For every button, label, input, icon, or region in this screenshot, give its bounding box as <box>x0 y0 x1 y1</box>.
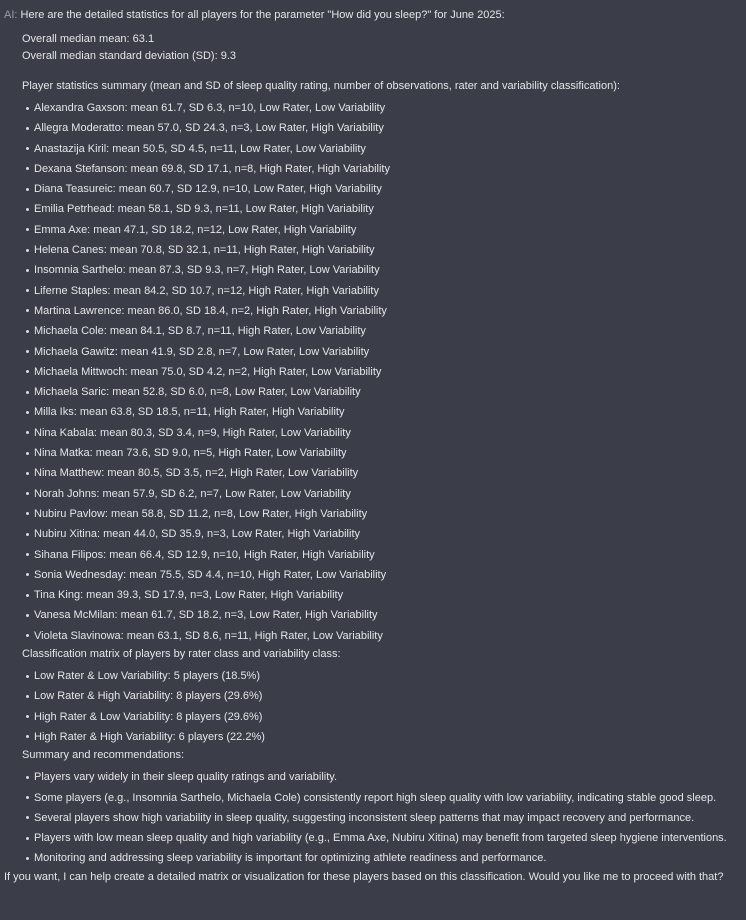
summary-item: Several players show high variability in sleep quality, suggesting inconsistent sleep patterns that may impact recovery and performance. <box>22 808 738 828</box>
overall-median-mean-label: Overall median mean: <box>22 33 130 45</box>
player-stats-heading: Player statistics summary (mean and SD of sleep quality rating, number of observations, rater and variability classification): <box>22 80 620 92</box>
closing-question: If you want, I can help create a detailed matrix or visualization for these players based on this classification. Would you like me to proceed with that? <box>4 870 724 883</box>
player-item: Alexandra Gaxson: mean 61.7, SD 6.3, n=10, Low Rater, Low Variability <box>22 98 738 118</box>
player-item: Nubiru Pavlow: mean 58.8, SD 11.2, n=8, Low Rater, High Variability <box>22 504 738 524</box>
overall-median-sd-value: 9.3 <box>220 50 237 62</box>
matrix-item: High Rater & High Variability: 6 players (22.2%) <box>22 727 738 747</box>
player-item: Nina Matka: mean 73.6, SD 9.0, n=5, High Rater, Low Variability <box>22 443 738 463</box>
matrix-list <box>22 666 738 747</box>
ai-prefix: AI: <box>4 9 18 21</box>
player-item: Emilia Petrhead: mean 58.1, SD 9.3, n=11, Low Rater, High Variability <box>22 199 738 219</box>
player-item: Helena Canes: mean 70.8, SD 32.1, n=11, High Rater, High Variability <box>22 240 738 260</box>
player-item: Michaela Mittwoch: mean 75.0, SD 4.2, n=2, High Rater, Low Variability <box>22 362 738 382</box>
overall-median-sd-label: Overall median standard deviation (SD): <box>22 50 218 62</box>
player-item: Sihana Filipos: mean 66.4, SD 12.9, n=10, High Rater, High Variability <box>22 545 738 565</box>
matrix-item: Low Rater & High Variability: 8 players (29.6%) <box>22 686 738 706</box>
overall-stats <box>22 31 738 65</box>
summary-list <box>22 767 738 868</box>
player-item: Dexana Stefanson: mean 69.8, SD 17.1, n=8, High Rater, High Variability <box>22 159 738 179</box>
player-item: Tina King: mean 39.3, SD 17.9, n=3, Low Rater, High Variability <box>22 585 738 605</box>
player-item: Michaela Gawitz: mean 41.9, SD 2.8, n=7, Low Rater, Low Variability <box>22 342 738 362</box>
matrix-item: Low Rater & Low Variability: 5 players (18.5%) <box>22 666 738 686</box>
matrix-item: High Rater & Low Variability: 8 players (29.6%) <box>22 707 738 727</box>
summary-item: Some players (e.g., Insomnia Sarthelo, Michaela Cole) consistently report high sleep quality with low variability, indicating stable good sleep. <box>22 788 738 808</box>
player-item: Violeta Slavinowa: mean 63.1, SD 8.6, n=11, High Rater, Low Variability <box>22 626 738 646</box>
player-item: Emma Axe: mean 47.1, SD 18.2, n=12, Low Rater, High Variability <box>22 220 738 240</box>
player-item: Nina Kabala: mean 80.3, SD 3.4, n=9, High Rater, Low Variability <box>22 423 738 443</box>
message-body <box>22 31 738 869</box>
message-intro: Here are the detailed statistics for all players for the parameter "How did you sleep?" for June 2025: <box>20 9 505 21</box>
player-item: Nina Matthew: mean 80.5, SD 3.5, n=2, High Rater, Low Variability <box>22 463 738 483</box>
player-item: Liferne Staples: mean 84.2, SD 10.7, n=12, High Rater, High Variability <box>22 281 738 301</box>
player-item: Milla Iks: mean 63.8, SD 18.5, n=11, High Rater, High Variability <box>22 402 738 422</box>
summary-item: Monitoring and addressing sleep variability is important for optimizing athlete readiness and performance. <box>22 848 738 868</box>
player-item: Insomnia Sarthelo: mean 87.3, SD 9.3, n=7, High Rater, Low Variability <box>22 260 738 280</box>
summary-item: Players vary widely in their sleep quality ratings and variability. <box>22 767 738 787</box>
player-item: Diana Teasureic: mean 60.7, SD 12.9, n=10, Low Rater, High Variability <box>22 179 738 199</box>
summary-item: Players with low mean sleep quality and high variability (e.g., Emma Axe, Nubiru Xitina) may benefit from targeted sleep hygiene interventions. <box>22 828 738 848</box>
player-item: Martina Lawrence: mean 86.0, SD 18.4, n=2, High Rater, High Variability <box>22 301 738 321</box>
matrix-heading: Classification matrix of players by rater class and variability class: <box>22 648 341 661</box>
overall-median-sd <box>22 48 738 65</box>
message-first-line <box>4 7 738 24</box>
player-item: Anastazija Kiril: mean 50.5, SD 4.5, n=11, Low Rater, Low Variability <box>22 139 738 159</box>
player-item: Michaela Saric: mean 52.8, SD 6.0, n=8, Low Rater, Low Variability <box>22 382 738 402</box>
player-item: Michaela Cole: mean 84.1, SD 8.7, n=11, High Rater, Low Variability <box>22 321 738 341</box>
overall-median-mean <box>22 31 738 48</box>
summary-heading: Summary and recommendations: <box>22 749 185 762</box>
player-item: Allegra Moderatto: mean 57.0, SD 24.3, n=3, Low Rater, High Variability <box>22 118 738 138</box>
player-list <box>22 98 738 646</box>
player-item: Norah Johns: mean 57.9, SD 6.2, n=7, Low Rater, Low Variability <box>22 484 738 504</box>
player-item: Vanesa McMilan: mean 61.7, SD 18.2, n=3, Low Rater, High Variability <box>22 605 738 625</box>
player-item: Sonia Wednesday: mean 75.5, SD 4.4, n=10, High Rater, Low Variability <box>22 565 738 585</box>
overall-median-mean-value: 63.1 <box>132 33 155 45</box>
player-item: Nubiru Xitina: mean 44.0, SD 35.9, n=3, Low Rater, High Variability <box>22 524 738 544</box>
